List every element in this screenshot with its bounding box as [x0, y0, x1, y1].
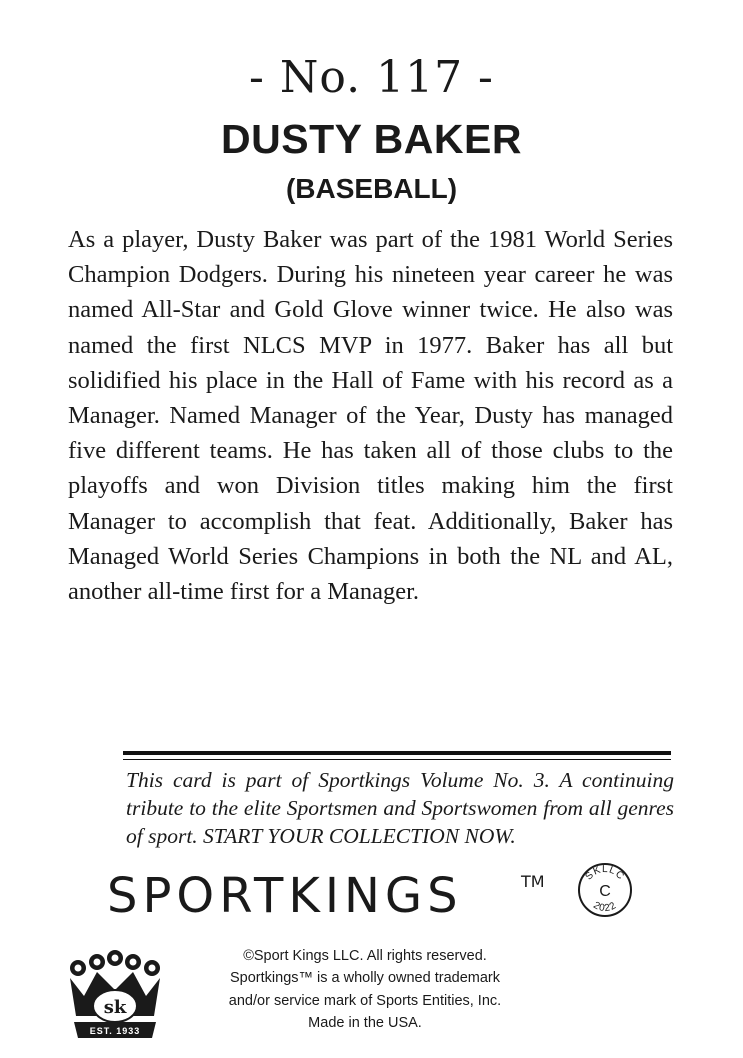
svg-text:EST. 1933: EST. 1933: [89, 1026, 141, 1036]
card-number: - No. 117 -: [249, 52, 494, 103]
seal-letter: C: [599, 883, 611, 900]
legal-line-copyright: ©Sport Kings LLC. All rights reserved.: [243, 948, 487, 964]
svg-text:SKLLC: SKLLC: [583, 863, 627, 883]
divider-thin: [123, 759, 671, 760]
divider-thick: [123, 751, 671, 755]
player-name: DUSTY BAKER: [221, 116, 522, 162]
svg-text:2022: 2022: [591, 899, 619, 915]
copyright-seal-icon: [577, 862, 633, 918]
legal-line-service-mark: and/or service mark of Sports Entities, Inc.: [228, 992, 502, 1009]
tribute-text: This card is part of Sportkings Volume No. 3. A continuing tribute to the elite Sportsmen and Sportswomen from all genres of sport. START YOUR COLLECTION NOW.: [126, 768, 674, 848]
legal-line-origin: Made in the USA.: [308, 1015, 422, 1032]
sportkings-wordmark: SPORTKINGS: [107, 868, 463, 924]
legal-notice: [205, 945, 525, 1035]
crown-logo-icon: [64, 950, 166, 1042]
player-biography: As a player, Dusty Baker was part of the 1981 World Series Champion Dodgers. During his nineteen year career he was named All-Star and Gold Glove winner twice. He also was named the first NLCS MVP in 1977. Baker has all but solidified his place in the Hall of Fame with his record as a Manager. Named Manager of the Year, Dusty has managed five different teams. He has taken all of those clubs to the playoffs and won Division titles making him the first Manager to accomplish that feat. Additionally, Baker has Managed World Series Champions in both the NL and AL, another all-time first for a Manager.: [68, 226, 673, 606]
sport-label: (BASEBALL): [285, 173, 458, 204]
legal-line-trademark: Sportkings™ is a wholly owned trademark: [230, 970, 500, 987]
svg-text:sk: sk: [103, 997, 127, 1018]
trademark-symbol: TM: [521, 872, 545, 891]
